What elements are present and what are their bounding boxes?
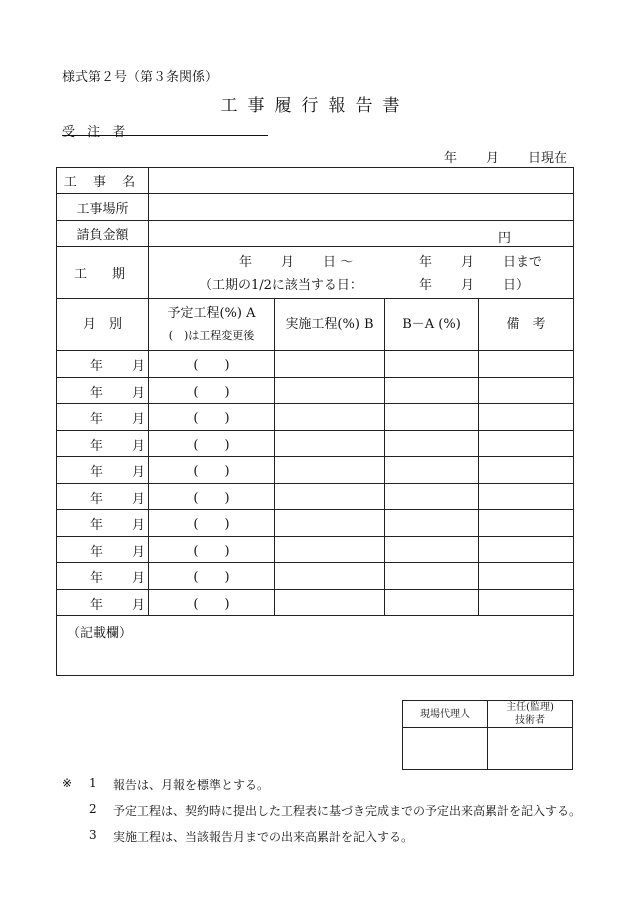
actual-column-header: 実施工程(%) B: [275, 299, 385, 351]
period-end-day: 日まで: [503, 255, 543, 270]
period-start-day: 日 ～: [323, 255, 354, 270]
report-date-year: 年: [444, 151, 458, 166]
planned-paren: ( ): [193, 411, 230, 427]
remarks-cell[interactable]: [479, 351, 574, 378]
note-number-2: 2: [89, 802, 97, 816]
chief-engineer-label-line2: 技術者: [515, 715, 545, 726]
remarks-cell[interactable]: [479, 377, 574, 404]
planned-cell[interactable]: [149, 457, 275, 484]
row-month-label: 月: [132, 597, 146, 613]
planned-cell[interactable]: [149, 536, 275, 563]
period-start-year: 年: [239, 255, 253, 270]
contract-amount-field[interactable]: [149, 221, 574, 247]
row-year-label: 年: [90, 385, 104, 401]
diff-cell[interactable]: [385, 510, 479, 537]
table-row: [57, 457, 574, 484]
month-column-header: 月 別: [57, 299, 149, 351]
table-row: [57, 589, 574, 616]
planned-cell[interactable]: [149, 404, 275, 431]
planned-paren: ( ): [193, 464, 230, 480]
remarks-cell[interactable]: [479, 589, 574, 616]
report-date-month: 月: [486, 151, 500, 166]
work-name-label: 工 事 名: [57, 168, 149, 194]
planned-cell[interactable]: [149, 483, 275, 510]
remarks-column-header: 備 考: [479, 299, 574, 351]
actual-cell[interactable]: [275, 510, 385, 537]
diff-cell[interactable]: [385, 589, 479, 616]
planned-cell[interactable]: [149, 351, 275, 378]
row-month-label: 月: [132, 491, 146, 507]
diff-cell[interactable]: [385, 404, 479, 431]
row-month-label: 月: [132, 412, 146, 427]
actual-cell[interactable]: [275, 563, 385, 590]
note-text-2: 予定工程は、契約時に提出した工程表に基づき完成までの予定出来高累計を記入する。: [113, 804, 582, 818]
row-month-label: 月: [132, 465, 146, 480]
remarks-cell[interactable]: [479, 404, 574, 431]
actual-cell[interactable]: [275, 536, 385, 563]
work-site-field[interactable]: [149, 194, 574, 221]
sign-box: [402, 700, 573, 770]
table-row: [57, 377, 574, 404]
planned-cell[interactable]: [149, 377, 275, 404]
row-year-label: 年: [90, 465, 104, 480]
diff-cell[interactable]: [385, 377, 479, 404]
row-month-label: 月: [132, 385, 146, 401]
diff-cell[interactable]: [385, 483, 479, 510]
table-row: [57, 430, 574, 457]
note-mark: ※: [62, 776, 73, 790]
planned-paren: ( ): [193, 358, 230, 374]
table-row: [57, 536, 574, 563]
period-end-month: 月: [461, 255, 475, 270]
planned-cell[interactable]: [149, 563, 275, 590]
row-month-cell[interactable]: [57, 589, 149, 616]
actual-cell[interactable]: [275, 351, 385, 378]
diff-cell[interactable]: [385, 536, 479, 563]
row-year-label: 年: [90, 359, 104, 374]
half-period-year: 年: [419, 278, 433, 293]
row-year-label: 年: [90, 571, 104, 586]
planned-cell[interactable]: [149, 510, 275, 537]
work-report-table: [56, 167, 574, 676]
row-month-cell[interactable]: [57, 536, 149, 563]
remarks-cell[interactable]: [479, 563, 574, 590]
note-text-1: 報告は、月報を標準とする。: [113, 778, 270, 792]
period-label: 工 期: [57, 247, 149, 299]
period-end-year: 年: [419, 255, 433, 270]
planned-header-main: 予定工程(%) A: [167, 305, 256, 321]
row-month-label: 月: [132, 518, 146, 533]
planned-header-note: ( )は工程変更後: [168, 328, 255, 342]
contractor-label: 受 注 者: [62, 125, 130, 140]
period-start-month: 月: [281, 255, 295, 270]
row-month-cell[interactable]: [57, 457, 149, 484]
planned-paren: ( ): [193, 384, 230, 400]
planned-column-header: [149, 299, 275, 351]
diff-cell[interactable]: [385, 563, 479, 590]
table-row: [57, 351, 574, 378]
row-month-cell[interactable]: [57, 351, 149, 378]
actual-cell[interactable]: [275, 377, 385, 404]
planned-paren: ( ): [193, 596, 230, 612]
row-month-cell[interactable]: [57, 404, 149, 431]
diff-cell[interactable]: [385, 351, 479, 378]
site-agent-seal-field[interactable]: [403, 728, 488, 770]
diff-column-header: B－A (%): [385, 299, 479, 351]
chief-engineer-label-line1: 主任(監理): [506, 702, 554, 713]
site-agent-label: 現場代理人: [403, 701, 488, 728]
diff-cell[interactable]: [385, 457, 479, 484]
row-month-label: 月: [132, 544, 146, 560]
planned-cell[interactable]: [149, 589, 275, 616]
row-year-label: 年: [90, 597, 104, 613]
chief-engineer-seal-field[interactable]: [488, 728, 573, 770]
notes-entry-field[interactable]: [57, 616, 574, 676]
planned-paren: ( ): [193, 517, 230, 533]
remarks-cell[interactable]: [479, 457, 574, 484]
remarks-cell[interactable]: [479, 483, 574, 510]
row-month-cell[interactable]: [57, 483, 149, 510]
remarks-cell[interactable]: [479, 430, 574, 457]
row-month-label: 月: [132, 571, 146, 586]
row-month-cell[interactable]: [57, 377, 149, 404]
row-year-label: 年: [90, 518, 104, 533]
row-month-label: 月: [132, 438, 146, 454]
planned-cell[interactable]: [149, 430, 275, 457]
note-number-1: 1: [89, 776, 97, 790]
table-row: [57, 510, 574, 537]
actual-cell[interactable]: [275, 483, 385, 510]
row-month-cell[interactable]: [57, 510, 149, 537]
row-month-cell[interactable]: [57, 430, 149, 457]
yen-unit: 円: [497, 231, 511, 246]
actual-cell[interactable]: [275, 430, 385, 457]
half-period-month: 月: [461, 278, 475, 293]
work-site-label: 工事場所: [57, 194, 149, 221]
table-row: [57, 404, 574, 431]
actual-cell[interactable]: [275, 404, 385, 431]
planned-paren: ( ): [193, 570, 230, 586]
row-year-label: 年: [90, 491, 104, 507]
notes-entry-label: （記載欄）: [67, 626, 133, 641]
note-number-3: 3: [89, 828, 97, 842]
period-field[interactable]: [149, 247, 574, 299]
remarks-cell[interactable]: [479, 510, 574, 537]
row-year-label: 年: [90, 438, 104, 454]
row-month-label: 月: [132, 359, 146, 374]
contract-amount-label: 請負金額: [57, 221, 149, 247]
form-number: 様式第２号（第３条関係）: [62, 70, 219, 85]
contractor-signature-line[interactable]: [62, 135, 268, 136]
table-row: [57, 563, 574, 590]
actual-cell[interactable]: [275, 589, 385, 616]
half-period-day: 日）: [503, 278, 530, 293]
actual-cell[interactable]: [275, 457, 385, 484]
work-name-field[interactable]: [149, 168, 574, 194]
row-year-label: 年: [90, 412, 104, 427]
remarks-cell[interactable]: [479, 536, 574, 563]
row-year-label: 年: [90, 544, 104, 560]
report-date-day: 日現在: [528, 151, 568, 166]
diff-cell[interactable]: [385, 430, 479, 457]
row-month-cell[interactable]: [57, 563, 149, 590]
planned-paren: ( ): [193, 490, 230, 506]
page-title: 工事履行報告書: [220, 96, 410, 116]
table-row: [57, 483, 574, 510]
note-text-3: 実施工程は、当該報告月までの出来高累計を記入する。: [113, 830, 414, 844]
chief-engineer-label: [488, 701, 573, 728]
planned-paren: ( ): [193, 437, 230, 453]
planned-paren: ( ): [193, 543, 230, 559]
half-period-label: （工期の1/2に該当する日：: [199, 278, 363, 293]
